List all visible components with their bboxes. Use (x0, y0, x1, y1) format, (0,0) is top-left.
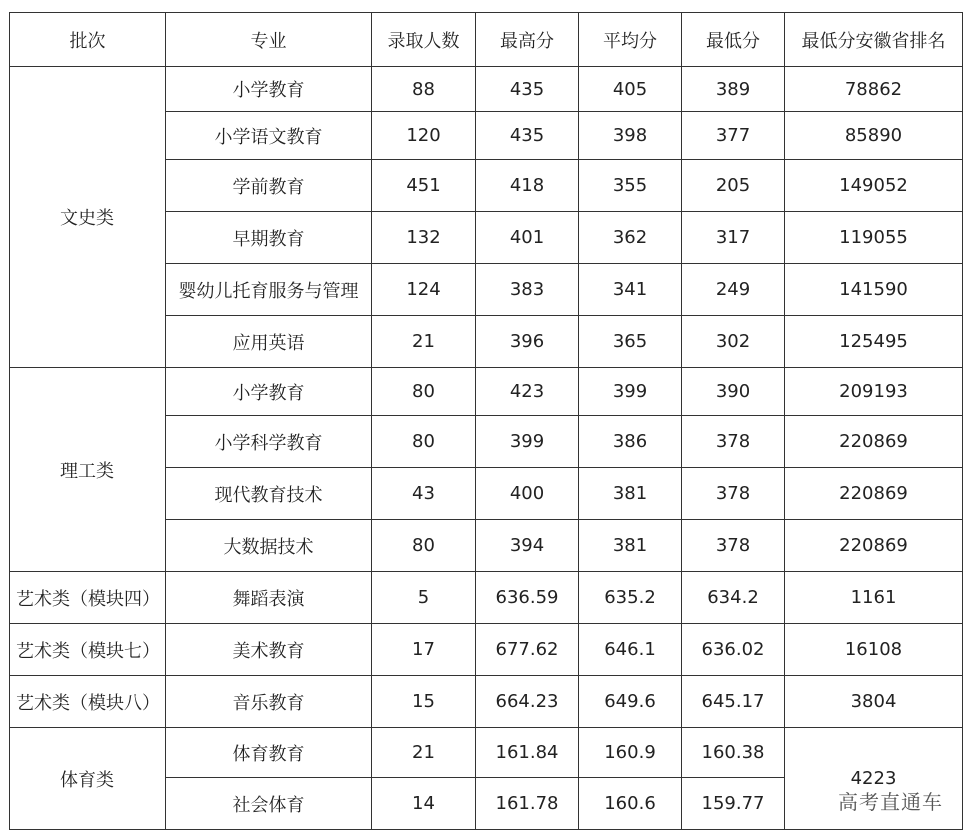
header-major: 专业 (166, 13, 372, 67)
min-cell: 634.2 (682, 572, 785, 624)
major-cell: 学前教育 (166, 160, 372, 212)
avg-cell: 386 (579, 416, 682, 468)
major-cell: 应用英语 (166, 316, 372, 368)
avg-cell: 160.9 (579, 728, 682, 778)
rank-cell: 1161 (785, 572, 963, 624)
rank-cell: 141590 (785, 264, 963, 316)
major-cell: 小学教育 (166, 368, 372, 416)
major-cell: 美术教育 (166, 624, 372, 676)
count-cell: 132 (372, 212, 476, 264)
avg-cell: 381 (579, 520, 682, 572)
avg-cell: 355 (579, 160, 682, 212)
major-cell: 体育教育 (166, 728, 372, 778)
rank-cell: 4223 (785, 728, 963, 830)
major-cell: 大数据技术 (166, 520, 372, 572)
min-cell: 378 (682, 468, 785, 520)
rank-cell: 220869 (785, 468, 963, 520)
min-cell: 205 (682, 160, 785, 212)
watermark: 高考直通车 (838, 790, 943, 814)
rank-cell: 209193 (785, 368, 963, 416)
min-cell: 378 (682, 520, 785, 572)
avg-cell: 362 (579, 212, 682, 264)
min-cell: 636.02 (682, 624, 785, 676)
header-avg-score: 平均分 (579, 13, 682, 67)
min-cell: 249 (682, 264, 785, 316)
max-cell: 664.23 (476, 676, 579, 728)
batch-cell: 文史类 (10, 67, 166, 368)
header-row (10, 13, 963, 67)
rank-cell: 3804 (785, 676, 963, 728)
header-min-rank: 最低分安徽省排名 (785, 13, 963, 67)
rank-cell: 78862 (785, 67, 963, 112)
rank-cell: 220869 (785, 416, 963, 468)
major-cell: 早期教育 (166, 212, 372, 264)
count-cell: 15 (372, 676, 476, 728)
header-min-score: 最低分 (682, 13, 785, 67)
count-cell: 88 (372, 67, 476, 112)
avg-cell: 365 (579, 316, 682, 368)
major-cell: 小学科学教育 (166, 416, 372, 468)
table-row (10, 368, 963, 416)
min-cell: 317 (682, 212, 785, 264)
max-cell: 383 (476, 264, 579, 316)
major-cell: 婴幼儿托育服务与管理 (166, 264, 372, 316)
min-cell: 390 (682, 368, 785, 416)
count-cell: 80 (372, 520, 476, 572)
count-cell: 21 (372, 316, 476, 368)
avg-cell: 160.6 (579, 778, 682, 830)
header-max-score: 最高分 (476, 13, 579, 67)
max-cell: 636.59 (476, 572, 579, 624)
rank-cell: 16108 (785, 624, 963, 676)
table-row (10, 572, 963, 624)
rank-cell: 149052 (785, 160, 963, 212)
count-cell: 21 (372, 728, 476, 778)
max-cell: 396 (476, 316, 579, 368)
min-cell: 389 (682, 67, 785, 112)
count-cell: 5 (372, 572, 476, 624)
avg-cell: 381 (579, 468, 682, 520)
major-cell: 小学语文教育 (166, 112, 372, 160)
max-cell: 161.84 (476, 728, 579, 778)
count-cell: 124 (372, 264, 476, 316)
rank-cell: 85890 (785, 112, 963, 160)
avg-cell: 649.6 (579, 676, 682, 728)
count-cell: 14 (372, 778, 476, 830)
major-cell: 小学教育 (166, 67, 372, 112)
count-cell: 120 (372, 112, 476, 160)
avg-cell: 398 (579, 112, 682, 160)
batch-cell: 体育类 (10, 728, 166, 830)
major-cell: 现代教育技术 (166, 468, 372, 520)
count-cell: 43 (372, 468, 476, 520)
batch-cell: 理工类 (10, 368, 166, 572)
major-cell: 舞蹈表演 (166, 572, 372, 624)
avg-cell: 399 (579, 368, 682, 416)
count-cell: 80 (372, 368, 476, 416)
table-row (10, 728, 963, 778)
max-cell: 401 (476, 212, 579, 264)
major-cell: 音乐教育 (166, 676, 372, 728)
batch-cell: 艺术类（模块八） (10, 676, 166, 728)
min-cell: 377 (682, 112, 785, 160)
major-cell: 社会体育 (166, 778, 372, 830)
header-batch: 批次 (10, 13, 166, 67)
min-cell: 302 (682, 316, 785, 368)
min-cell: 645.17 (682, 676, 785, 728)
count-cell: 17 (372, 624, 476, 676)
avg-cell: 635.2 (579, 572, 682, 624)
avg-cell: 646.1 (579, 624, 682, 676)
table-row (10, 676, 963, 728)
table-row (10, 624, 963, 676)
avg-cell: 405 (579, 67, 682, 112)
max-cell: 400 (476, 468, 579, 520)
avg-cell: 341 (579, 264, 682, 316)
max-cell: 435 (476, 112, 579, 160)
max-cell: 394 (476, 520, 579, 572)
count-cell: 80 (372, 416, 476, 468)
max-cell: 435 (476, 67, 579, 112)
header-admitted-count: 录取人数 (372, 13, 476, 67)
batch-cell: 艺术类（模块七） (10, 624, 166, 676)
min-cell: 378 (682, 416, 785, 468)
max-cell: 418 (476, 160, 579, 212)
max-cell: 677.62 (476, 624, 579, 676)
table-row (10, 67, 963, 112)
rank-cell: 125495 (785, 316, 963, 368)
max-cell: 161.78 (476, 778, 579, 830)
min-cell: 160.38 (682, 728, 785, 778)
admission-score-table (9, 12, 963, 830)
batch-cell: 艺术类（模块四） (10, 572, 166, 624)
count-cell: 451 (372, 160, 476, 212)
rank-cell: 119055 (785, 212, 963, 264)
max-cell: 399 (476, 416, 579, 468)
rank-cell: 220869 (785, 520, 963, 572)
max-cell: 423 (476, 368, 579, 416)
min-cell: 159.77 (682, 778, 785, 830)
